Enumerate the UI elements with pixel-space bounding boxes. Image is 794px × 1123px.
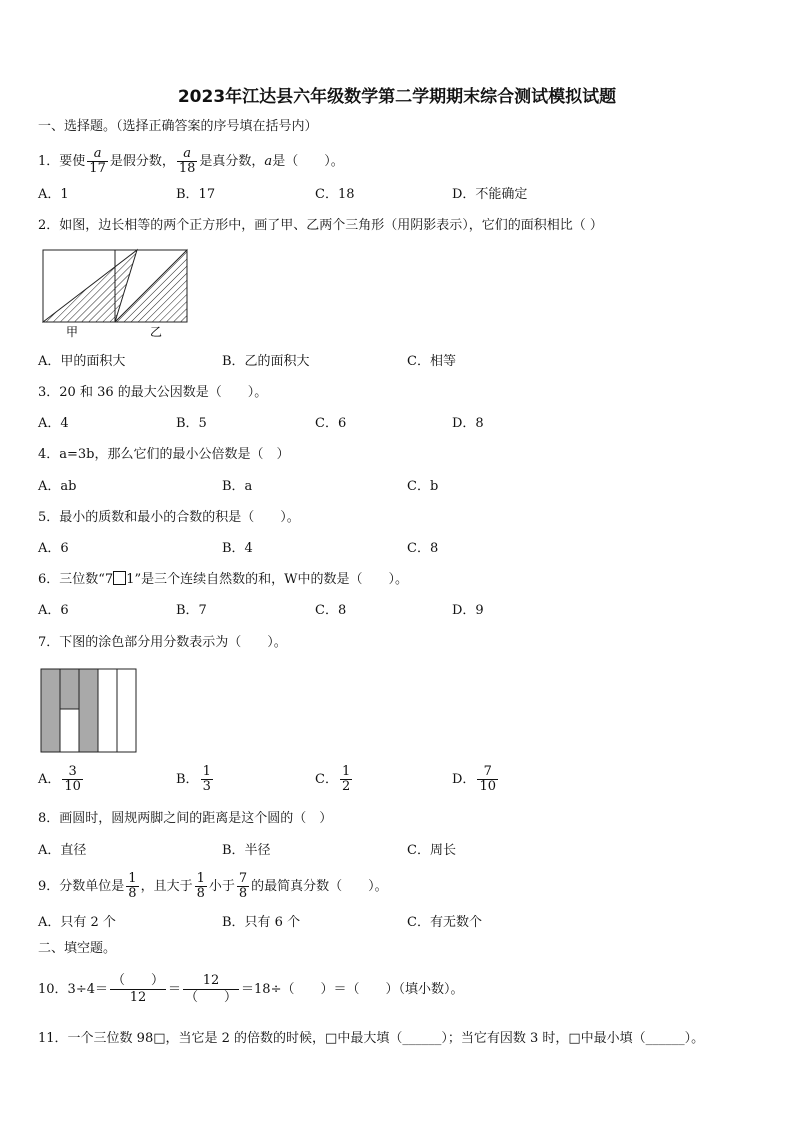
q5-option-c: C．8 [407,541,439,556]
fraction-a-over-18: $\frac{a}{18}$ [178,146,196,176]
blank-strip-5 [117,669,136,752]
shaded-strip-2-top [60,669,79,709]
q1-option-b: B．17 [176,187,216,202]
q6-option-b: B．7 [176,603,207,618]
q1-option-c: C．18 [315,187,355,202]
q1-option-a: A．1 [38,187,69,202]
q6-option-a: A．6 [38,603,69,618]
q9-option-b: B．只有 6 个 [222,915,301,930]
q2-option-c: C．相等 [407,354,456,369]
q9-option-c: C．有无数个 [407,915,482,930]
label-yi: 乙 [150,325,163,339]
shaded-strip-3 [79,669,98,752]
q6-option-d: D．9 [452,603,484,618]
blank-strip-2-bottom [60,709,79,752]
q3-option-b: B．5 [176,416,207,431]
q4-option-a: A．ab [38,479,77,494]
question-number: 1． [38,154,60,169]
two-squares-triangle-figure [42,248,190,340]
blank-strip-4 [98,669,117,752]
q8-option-a: A．直径 [38,843,87,858]
label-jia: 甲 [66,325,79,339]
question-6: 6．三位数“7 1”是三个连续自然数的和，W中的数是（ ）。 [38,572,408,587]
page-title: 2023年江达县六年级数学第二学期期末综合测试模拟试题 [177,87,617,107]
q9-option-a: A．只有 2 个 [38,915,116,930]
question-7: 7．下图的涂色部分用分数表示为（ ）。 [38,635,287,650]
q7-option-a: A． $\frac{3}{10}$ [38,764,81,794]
shaded-strips-figure [40,667,138,755]
q5-option-b: B．4 [222,541,253,556]
q2-option-a: A．甲的面积大 [38,354,126,369]
q3-option-d: D．8 [452,416,484,431]
question-5: 5．最小的质数和最小的合数的积是（ ）。 [38,510,300,525]
q6-option-c: C．8 [315,603,347,618]
question-8: 8．画圆时，圆规两脚之间的距离是这个圆的（ ） [38,811,333,826]
q5-option-a: A．6 [38,541,69,556]
q3-option-c: C．6 [315,416,347,431]
blank-box [113,571,126,585]
q7-option-c: C． $\frac{1}{2}$ [315,764,351,794]
section-heading-fill: 二、填空题。 [38,941,117,956]
question-3: 3．20 和 36 的最大公因数是（ ）。 [38,385,268,400]
q4-option-c: C．b [407,479,439,494]
q4-option-b: B．a [222,479,253,494]
question-4: 4．a=3b，那么它们的最小公倍数是（ ） [38,447,290,462]
triangle-jia [43,250,137,322]
q2-option-b: B．乙的面积大 [222,354,310,369]
section-heading-choice: 一、选择题。（选择正确答案的序号填在括号内） [38,119,318,134]
q8-option-c: C．周长 [407,843,456,858]
fraction-a-over-17: $\frac{a}{17}$ [89,146,106,176]
q7-option-d: D． $\frac{7}{10}$ [452,764,496,794]
shaded-strip-1 [41,669,60,752]
question-1: 1．要使 $\frac{a}{17}$ 是假分数， $\frac{a}{18}$ 是真分数，a是（ ）。 [38,146,344,176]
question-10: 10．3÷4＝ $\frac{( )}{12}$ ＝ $\frac{12}{( )}$ ＝18÷（ ）＝（ ）（填小数）。 [38,973,464,1005]
question-2: 2．如图，边长相等的两个正方形中，画了甲、乙两个三角形（用阴影表示），它们的面积相比（ ） [38,218,603,233]
q1-option-d: D．不能确定 [452,187,528,202]
question-9: 9．分数单位是 $\frac{1}{8}$ ，且大于 $\frac{1}{8}$ 小于 $\frac{7}{8}$ 的最简真分数（ ）。 [38,871,388,901]
q7-option-b: B． $\frac{1}{3}$ [176,764,211,794]
question-11: 11．一个三位数 98□，当它是 2 的倍数的时候，□中最大填（______）；当它有因数 3 时，□中最小填（______）。 [38,1031,705,1046]
q8-option-b: B．半径 [222,843,271,858]
q3-option-a: A．4 [38,416,69,431]
